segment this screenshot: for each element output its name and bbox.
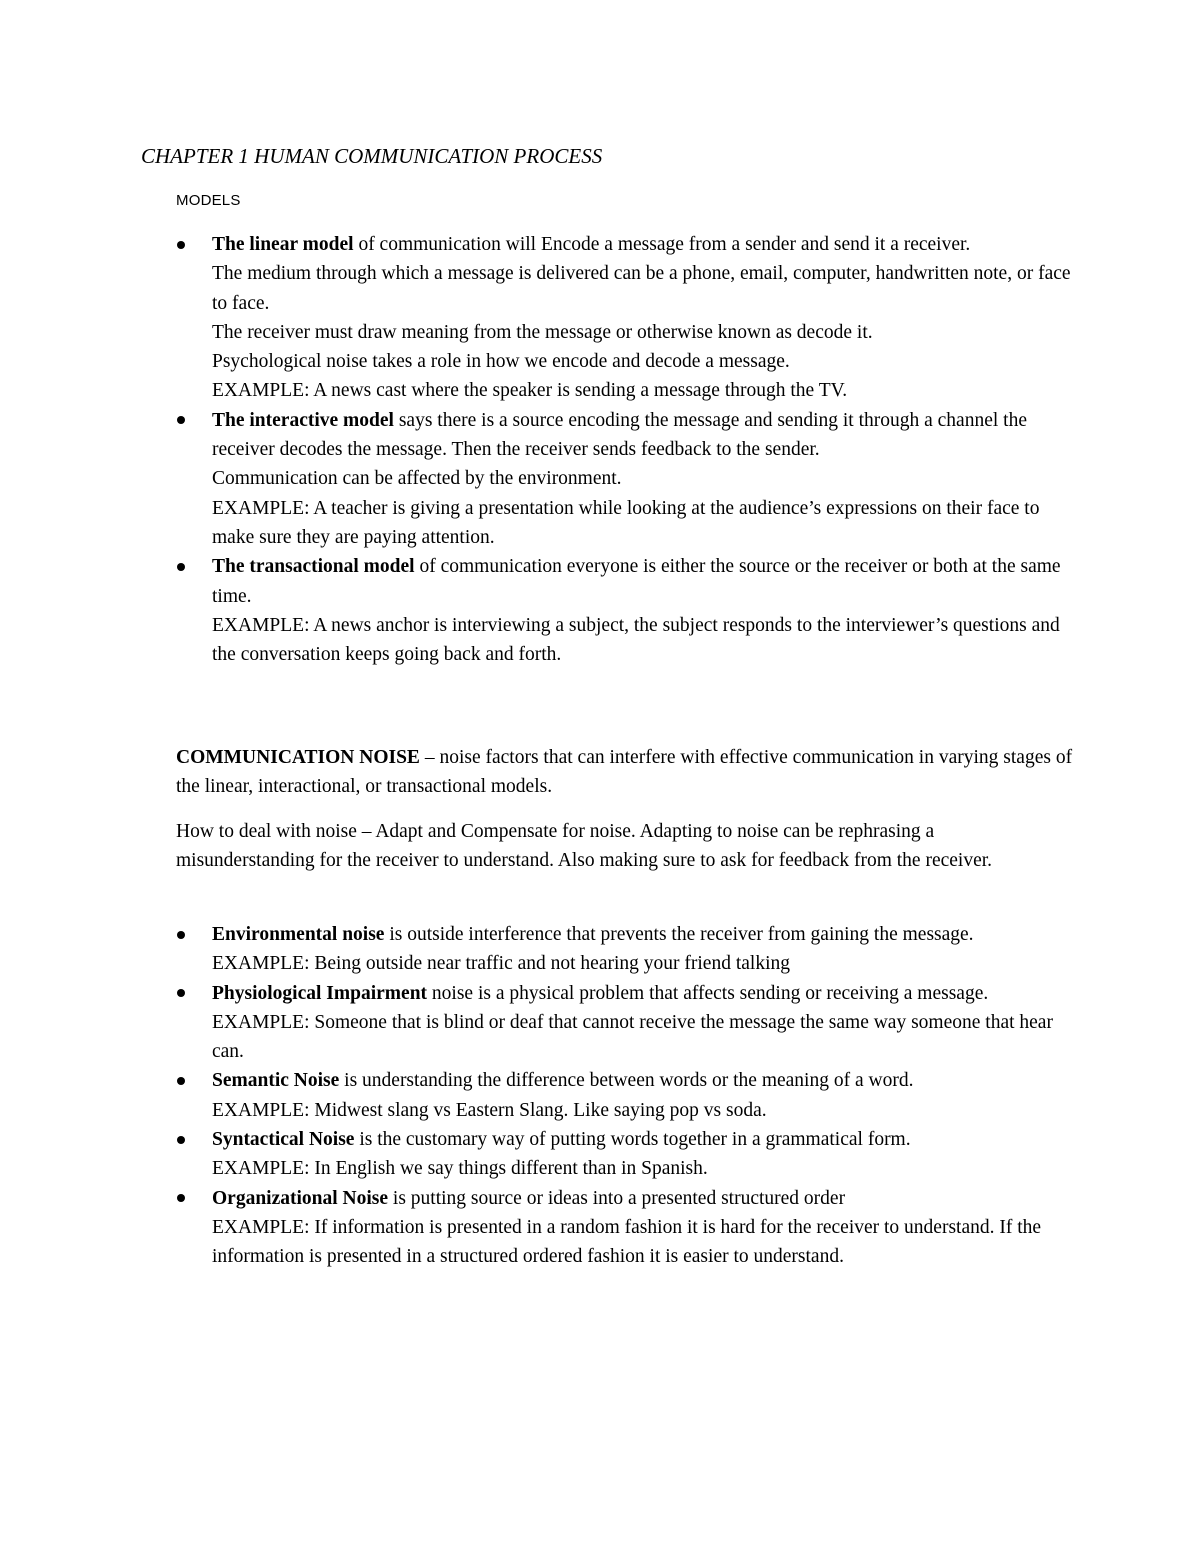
noise-types-list [176, 920, 1076, 1272]
bullet-icon [176, 920, 196, 949]
list-item-environmental-noise [176, 920, 1076, 979]
bullet-icon [176, 406, 196, 435]
item-text: is understanding the difference between words or the meaning of a word. [339, 1070, 914, 1092]
item-text: is the customary way of putting words together in a grammatical form. [354, 1129, 911, 1151]
item-line: The receiver must draw meaning from the message or otherwise known as decode it. [212, 321, 873, 343]
list-item-interactive-model [176, 406, 1076, 552]
list-item-organizational-noise [176, 1184, 1076, 1272]
deal-with-noise [176, 817, 1076, 876]
term-linear-model: The linear model [212, 234, 354, 255]
term-transactional-model: The transactional model [212, 556, 415, 578]
bullet-icon [176, 1125, 196, 1154]
item-example: EXAMPLE: In English we say things different than in Spanish. [212, 1158, 708, 1180]
item-text: of communication everyone is either the source or the receiver or both at the same time. [212, 556, 1061, 607]
item-line: Psychological noise takes a role in how we encode and decode a message. [212, 351, 790, 373]
item-example: EXAMPLE: Midwest slang vs Eastern Slang. Like saying pop vs soda. [212, 1099, 767, 1121]
models-section [176, 230, 1076, 669]
bullet-icon [176, 552, 196, 581]
term-physiological-impairment: Physiological Impairment [212, 982, 428, 1004]
list-item-physiological-impairment [176, 979, 1076, 1067]
item-text: says there is a source encoding the message and sending it through a channel the receiver decodes the message. Then the receiver sends feedback to the sender. [212, 409, 1027, 461]
item-line: The medium through which a message is delivered can be a phone, email, computer, handwritten note, or face to face. [212, 263, 1071, 314]
models-label: MODELS [176, 192, 241, 209]
item-example: EXAMPLE: If information is presented in a random fashion it is hard for the receiver to understand. If the information is presented in a structured ordered fashion it is easier to understand. [212, 1216, 1042, 1268]
item-text: is putting source or ideas into a presented structured order [388, 1187, 846, 1209]
term-organizational-noise: Organizational Noise [212, 1187, 389, 1209]
bullet-icon [176, 1184, 196, 1213]
noise-definition [176, 743, 1076, 802]
item-example: EXAMPLE: A teacher is giving a presentation while looking at the audience’s expressions on their face to make sure they are paying attention. [212, 497, 1040, 548]
item-example: EXAMPLE: A news anchor is interviewing a subject, the subject responds to the interviewer’s questions and the conversation keeps going back and forth. [212, 614, 1060, 666]
term-interactive-model: The interactive model [212, 409, 394, 431]
noise-heading-text: – noise factors that can interfere with effective communication in varying stages of the linear, interactional, or transactional models. [176, 747, 1073, 798]
bullet-icon [176, 1066, 196, 1095]
list-item-semantic-noise [176, 1066, 1076, 1125]
item-example: EXAMPLE: Someone that is blind or deaf that cannot receive the message the same way someone that hear can. [212, 1011, 1053, 1063]
bullet-icon [176, 230, 196, 259]
item-text: is outside interference that prevents the receiver from gaining the message. [384, 924, 974, 945]
item-text: noise is a physical problem that affects sending or receiving a message. [427, 982, 989, 1004]
models-list [176, 230, 1076, 669]
term-semantic-noise: Semantic Noise [212, 1070, 340, 1092]
item-line: Communication can be affected by the environment. [212, 468, 622, 490]
noise-definition-paragraph [176, 743, 1076, 802]
item-example: EXAMPLE: Being outside near traffic and not hearing your friend talking [212, 953, 790, 975]
list-item-transactional-model [176, 552, 1076, 669]
item-text: of communication will Encode a message from a sender and send it a receiver. [353, 234, 971, 255]
item-example: EXAMPLE: A news cast where the speaker is sending a message through the TV. [212, 380, 848, 402]
list-item-syntactical-noise [176, 1125, 1076, 1184]
bullet-icon [176, 979, 196, 1008]
deal-with-noise-paragraph: How to deal with noise – Adapt and Compensate for noise. Adapting to noise can be rephrasing a misunderstanding for the receiver to understand. Also making sure to ask for feedback from the receiver. [176, 821, 993, 872]
noise-heading-term: COMMUNICATION NOISE [176, 747, 420, 768]
term-syntactical-noise: Syntactical Noise [212, 1129, 355, 1151]
term-environmental-noise: Environmental noise [212, 924, 385, 945]
noise-types-section [176, 920, 1076, 1272]
list-item-linear-model [176, 230, 1076, 406]
chapter-title: CHAPTER 1 HUMAN COMMUNICATION PROCESS [141, 144, 603, 168]
